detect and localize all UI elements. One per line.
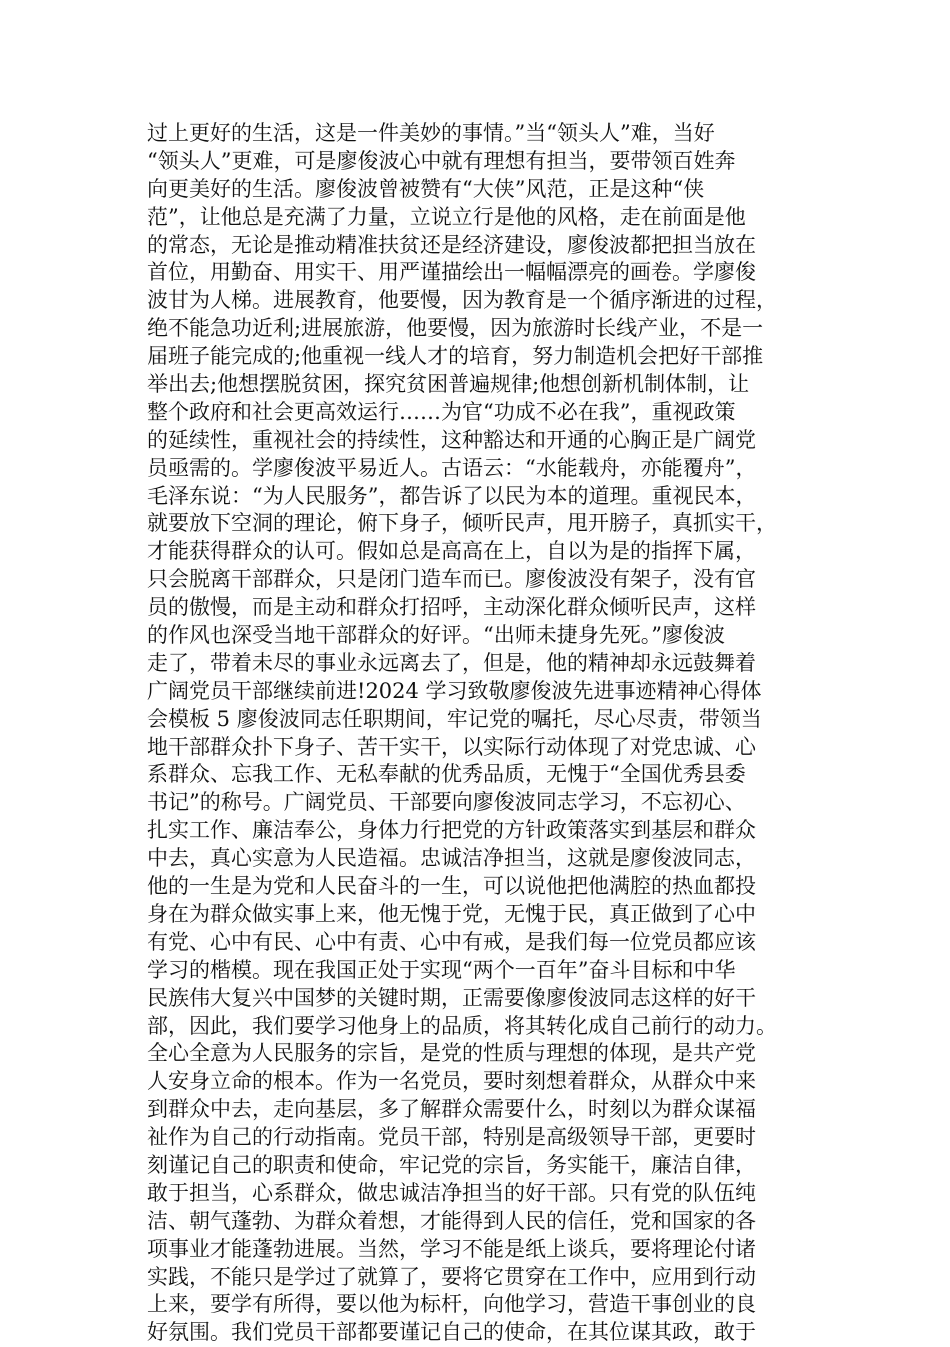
text-line: 身在为群众做实事上来，他无愧于党，无愧于民，真正做到了心中 — [147, 901, 756, 926]
text-line: 举出去;他想摆脱贫困，探究贫困普遍规律;他想创新机制体制，让 — [147, 372, 750, 397]
text-line: 他的一生是为党和人民奋斗的一生，可以说他把他满腔的热血都投 — [147, 874, 756, 899]
text-line: 范”，让他总是充满了力量，立说立行是他的风格，走在前面是他 — [147, 204, 746, 229]
text-line: 学习的楷模。现在我国正处于实现“两个一百年”奋斗目标和中华 — [147, 957, 736, 982]
text-line: 的延续性，重视社会的持续性，这种豁达和开通的心胸正是广阔党 — [147, 427, 756, 452]
text-line: 届班子能完成的;他重视一线人才的培育，努力制造机会把好干部推 — [147, 344, 764, 369]
text-line: 波甘为人梯。进展教育，他要慢，因为教育是一个循序渐进的过程， — [147, 288, 777, 313]
text-line: 中去，真心实意为人民造福。忠诚洁净担当，这就是廖俊波同志， — [147, 846, 756, 871]
text-line: 就要放下空洞的理论，俯下身子，倾听民声，甩开膀子，真抓实干， — [147, 511, 777, 536]
text-line: 员亟需的。学廖俊波平易近人。古语云：“水能载舟，亦能覆舟”， — [147, 455, 757, 480]
text-line: 地干部群众扑下身子、苦干实干，以实际行动体现了对党忠诚、心 — [147, 734, 756, 759]
text-line: 敢于担当，心系群众，做忠诚洁净担当的好干部。只有党的队伍纯 — [147, 1180, 756, 1205]
text-line: 全心全意为人民服务的宗旨，是党的性质与理想的体现，是共产党 — [147, 1041, 756, 1066]
text-line: 洁、朝气蓬勃、为群众着想，才能得到人民的信任，党和国家的各 — [147, 1208, 756, 1233]
text-line: 的常态，无论是推动精准扶贫还是经济建设，廖俊波都把担当放在 — [147, 232, 756, 257]
text-line: 整个政府和社会更高效运行……为官“功成不必在我”，重视政策 — [147, 399, 736, 424]
body-text — [147, 120, 807, 1347]
text-line: 祉作为自己的行动指南。党员干部，特别是高级领导干部，更要时 — [147, 1125, 756, 1150]
text-line: 书记”的称号。广阔党员、干部要向廖俊波同志学习，不忘初心、 — [147, 790, 746, 815]
text-line: 到群众中去，走向基层，多了解群众需要什么，时刻以为群众谋福 — [147, 1097, 756, 1122]
text-line: 才能获得群众的认可。假如总是高高在上，自以为是的指挥下属， — [147, 539, 756, 564]
text-line: 实践，不能只是学过了就算了，要将它贯穿在工作中，应用到行动 — [147, 1264, 756, 1289]
text-line: 的作风也深受当地干部群众的好评。“出师未捷身先死。”廖俊波 — [147, 623, 725, 648]
text-line: 广阔党员干部继续前进!2024 学习致敬廖俊波先进事迹精神心得体 — [147, 678, 762, 703]
text-line: 向更美好的生活。廖俊波曾被赞有“大侠”风范，正是这种“侠 — [147, 176, 705, 201]
text-line: 部，因此，我们要学习他身上的品质，将其转化成自己前行的动力。 — [147, 1013, 777, 1038]
text-line: 系群众、忘我工作、无私奉献的优秀品质，无愧于“全国优秀县委 — [147, 762, 746, 787]
text-line: 人安身立命的根本。作为一名党员，要时刻想着群众，从群众中来 — [147, 1069, 756, 1094]
text-line: 项事业才能蓬勃进展。当然，学习不能是纸上谈兵，要将理论付诸 — [147, 1236, 756, 1261]
text-line: 会模板 5 廖俊波同志任职期间，牢记党的嘱托，尽心尽责，带领当 — [147, 706, 762, 731]
text-line: 扎实工作、廉洁奉公，身体力行把党的方针政策落实到基层和群众 — [147, 818, 756, 843]
text-line: 民族伟大复兴中国梦的关键时期，正需要像廖俊波同志这样的好干 — [147, 985, 756, 1010]
text-line: 上来，要学有所得，要以他为标杆，向他学习，营造干事创业的良 — [147, 1292, 756, 1317]
text-line: 员的傲慢，而是主动和群众打招呼，主动深化群众倾听民声，这样 — [147, 595, 756, 620]
text-line: 走了，带着未尽的事业永远离去了，但是，他的精神却永远鼓舞着 — [147, 650, 756, 675]
text-line: 首位，用勤奋、用实干、用严谨描绘出一幅幅漂亮的画卷。学廖俊 — [147, 260, 756, 285]
text-line: 绝不能急功近利;进展旅游，他要慢，因为旅游时长线产业，不是一 — [147, 316, 764, 341]
text-line: “领头人”更难，可是廖俊波心中就有理想有担当，要带领百姓奔 — [147, 148, 736, 173]
text-line: 好氛围。我们党员干部都要谨记自己的使命，在其位谋其政，敢于 — [147, 1320, 756, 1345]
text-line: 只会脱离干部群众，只是闭门造车而已。廖俊波没有架子，没有官 — [147, 567, 756, 592]
text-line: 刻谨记自己的职责和使命，牢记党的宗旨，务实能干，廉洁自律， — [147, 1152, 756, 1177]
text-line: 有党、心中有民、心中有责、心中有戒，是我们每一位党员都应该 — [147, 929, 756, 954]
text-line: 过上更好的生活，这是一件美妙的事情。”当“领头人”难，当好 — [147, 121, 715, 145]
text-line: 毛泽东说：“为人民服务”，都告诉了以民为本的道理。重视民本， — [147, 483, 757, 508]
